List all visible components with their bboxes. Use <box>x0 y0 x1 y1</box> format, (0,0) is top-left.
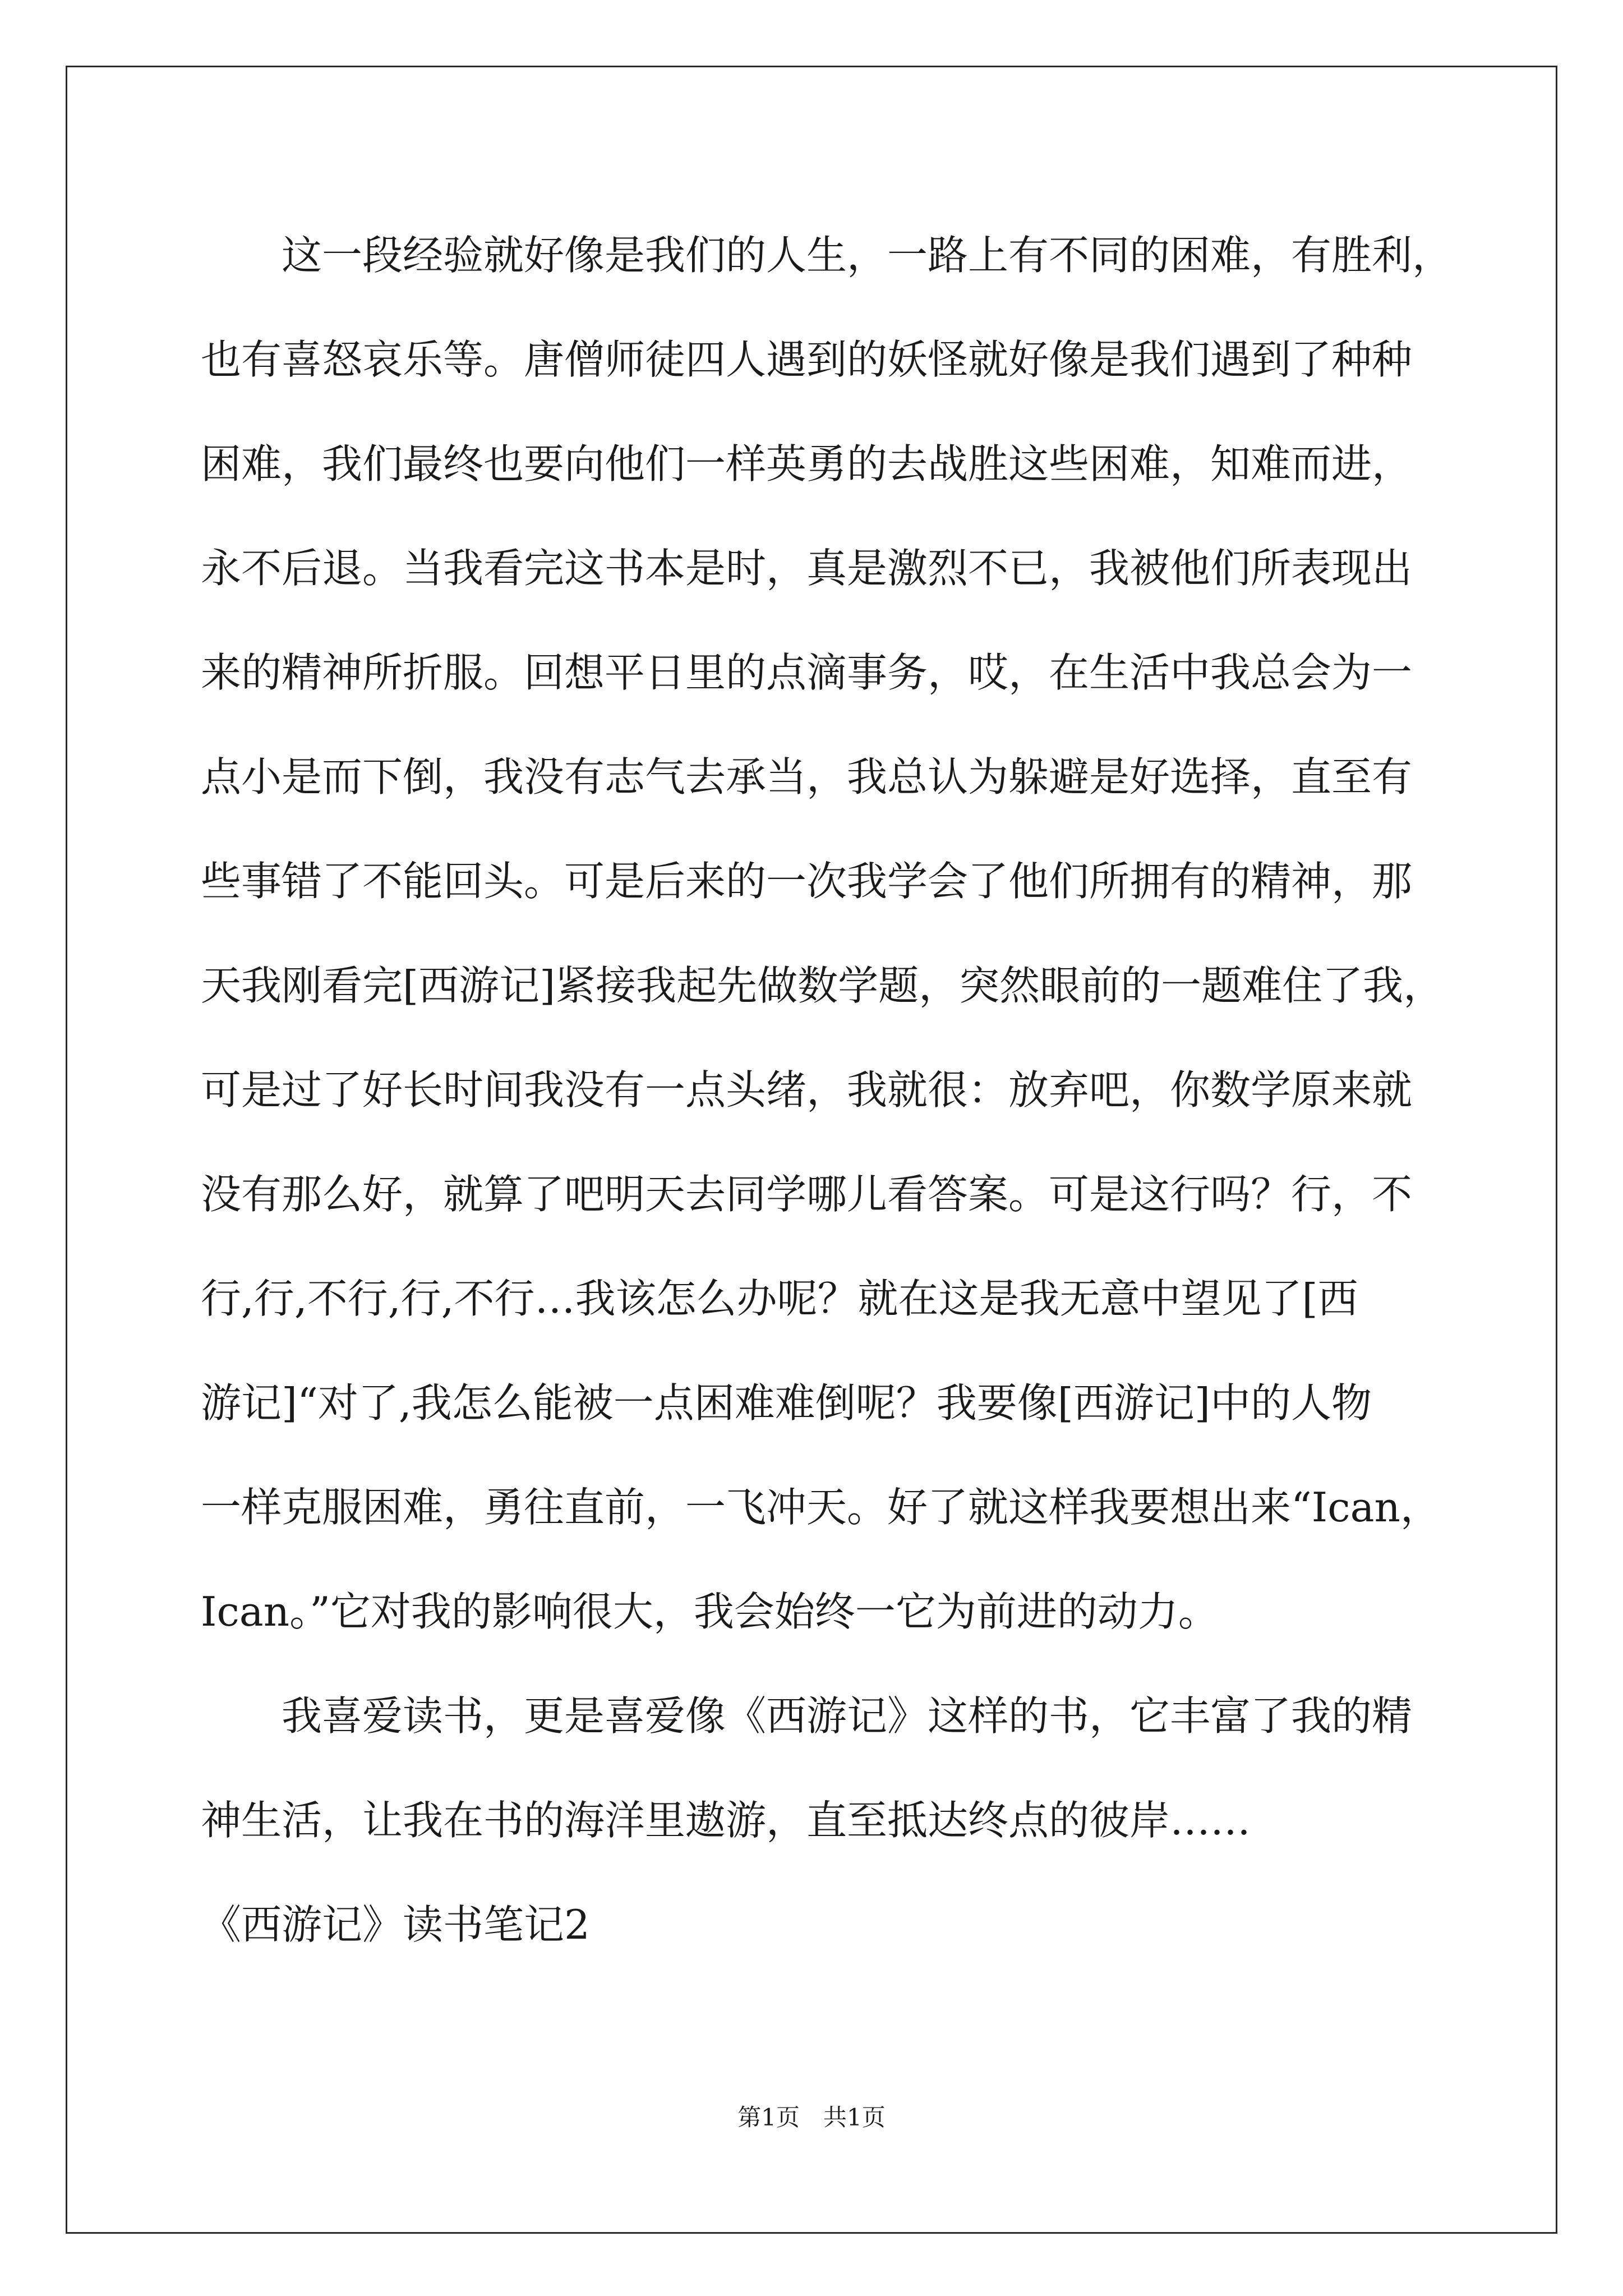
section-heading: 《西游记》读书笔记2 <box>201 1901 590 1948</box>
paragraph-1-line-13: 一样克服困难，勇往直前，一飞冲天。好了就这样我要想出来“Ican， <box>201 1484 1441 1531</box>
page-footer: 第1页 共1页 <box>737 2104 886 2131</box>
paragraph-2-line-1: 我喜爱读书，更是喜爱像《西游记》这样的书，它丰富了我的精 <box>282 1692 1413 1740</box>
paragraph-1-line-4: 永不后退。当我看完这书本是时，真是激烈不已，我被他们所表现出 <box>201 545 1413 592</box>
paragraph-1-line-2: 也有喜怒哀乐等。唐僧师徒四人遇到的妖怪就好像是我们遇到了种种 <box>201 336 1413 383</box>
paragraph-1-line-5: 来的精神所折服。回想平日里的点滴事务，哎，在生活中我总会为一 <box>201 649 1413 696</box>
paragraph-1-line-7: 些事错了不能回头。可是后来的一次我学会了他们所拥有的精神，那 <box>201 858 1413 905</box>
paragraph-1-line-12: 游记]“对了,我怎么能被一点困难难倒呢？我要像[西游记]中的人物 <box>201 1379 1372 1427</box>
paragraph-2-line-2: 神生活，让我在书的海洋里遨游，直至抵达终点的彼岸…… <box>201 1797 1251 1844</box>
paragraph-1-line-11: 行,行,不行,行,不行…我该怎么办呢？就在这是我无意中望见了[西 <box>201 1275 1358 1322</box>
paragraph-1-line-3: 困难，我们最终也要向他们一样英勇的去战胜这些困难，知难而进， <box>201 440 1413 487</box>
paragraph-1-line-6: 点小是而下倒，我没有志气去承当，我总认为躲避是好选择，直至有 <box>201 753 1413 800</box>
paragraph-1-line-9: 可是过了好长时间我没有一点头绪，我就很：放弃吧，你数学原来就 <box>201 1066 1413 1114</box>
paragraph-1-line-14: Ican。”它对我的影响很大，我会始终一它为前进的动力。 <box>201 1588 1219 1635</box>
paragraph-1-line-1: 这一段经验就好像是我们的人生，一路上有不同的困难，有胜利， <box>282 232 1453 279</box>
paragraph-1-line-10: 没有那么好，就算了吧明天去同学哪儿看答案。可是这行吗？行，不 <box>201 1171 1413 1218</box>
paragraph-1-line-8: 天我刚看完[西游记]紧接我起先做数学题，突然眼前的一题难住了我， <box>201 962 1444 1009</box>
